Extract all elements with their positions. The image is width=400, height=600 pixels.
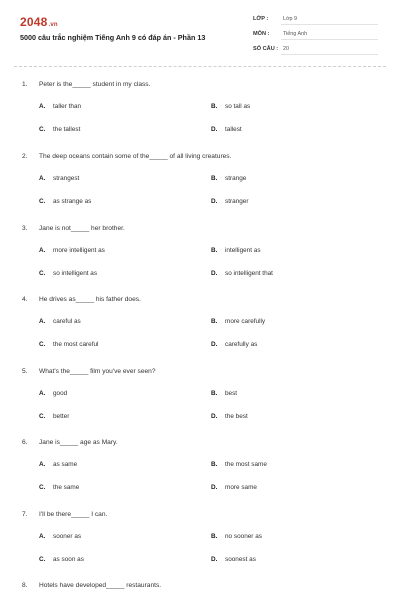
option-d[interactable]: D. more same [211,484,257,491]
question-text: The deep oceans contain some of the_____ of all living creatures. [39,153,232,160]
option-b[interactable]: B. no sooner as [211,533,262,540]
option-a[interactable]: A. sooner as [39,533,82,540]
question-number: 7. [22,511,28,518]
option-b[interactable]: B. so tall as [211,103,251,110]
meta-count-value: 20 [283,46,289,52]
option-d[interactable]: D. carefully as [211,341,258,348]
header-divider [14,66,386,67]
option-b[interactable]: B. more carefully [211,318,266,325]
meta-count-label: SỐ CÂU : [253,46,279,52]
page-header [0,0,400,70]
option-a[interactable]: A. as same [39,461,78,468]
option-a[interactable]: A. careful as [39,318,81,325]
question-text: Peter is the_____ student in my class. [39,81,151,88]
option-d[interactable]: D. the best [211,413,248,420]
option-d[interactable]: D. so intelligent that [211,270,273,277]
site-logo[interactable]: 2048.vn [20,15,58,29]
question-8 [0,582,400,596]
question-text: Jane is not_____ her brother. [39,225,125,232]
question-text: Hotels have developed_____ restaurants. [39,582,162,589]
option-b[interactable]: B. the most same [211,461,267,468]
question-text: What's the_____ film you've ever seen? [39,368,156,375]
option-c[interactable]: C. as soon as [39,556,84,563]
meta-subject [253,31,378,43]
question-text: I'll be there_____ I can. [39,511,108,518]
option-c[interactable]: C. the tallest [39,126,81,133]
question-number: 3. [22,225,28,232]
option-d[interactable]: D. stranger [211,198,249,205]
option-b[interactable]: B. intelligent as [211,247,261,254]
meta-class-label: LỚP : [253,16,269,22]
meta-subject-label: MÔN : [253,31,270,37]
question-number: 2. [22,153,28,160]
option-c[interactable]: C. the most careful [39,341,99,348]
question-number: 8. [22,582,28,589]
meta-class [253,16,378,28]
meta-underline [281,54,378,55]
option-b[interactable]: B. strange [211,175,247,182]
option-c[interactable]: C. so intelligent as [39,270,98,277]
meta-subject-value: Tiếng Anh [283,31,308,37]
option-a[interactable]: A. more intelligent as [39,247,105,254]
meta-underline [281,39,378,40]
meta-question-count [253,46,378,58]
option-c[interactable]: C. better [39,413,70,420]
option-a[interactable]: A. taller than [39,103,82,110]
question-6 [0,439,400,511]
option-b[interactable]: B. best [211,390,238,397]
question-4 [0,296,400,368]
question-7 [0,511,400,583]
question-number: 1. [22,81,28,88]
option-a[interactable]: A. good [39,390,68,397]
option-c[interactable]: C. the same [39,484,80,491]
option-d[interactable]: D. soonest as [211,556,256,563]
question-1 [0,81,400,153]
question-text: Jane is_____ age as Mary. [39,439,118,446]
document-title: 5000 câu trắc nghiệm Tiếng Anh 9 có đáp án - Phần 13 [20,33,206,42]
question-number: 6. [22,439,28,446]
question-text: He drives as_____ his father does. [39,296,141,303]
question-2 [0,153,400,225]
question-3 [0,225,400,297]
meta-underline [281,24,378,25]
option-c[interactable]: C. as strange as [39,198,92,205]
question-number: 5. [22,368,28,375]
option-d[interactable]: D. tallest [211,126,242,133]
meta-class-value: Lớp 9 [283,16,298,22]
question-number: 4. [22,296,28,303]
site-logo-suffix: .vn [48,22,58,28]
question-5 [0,368,400,440]
option-a[interactable]: A. strangest [39,175,80,182]
